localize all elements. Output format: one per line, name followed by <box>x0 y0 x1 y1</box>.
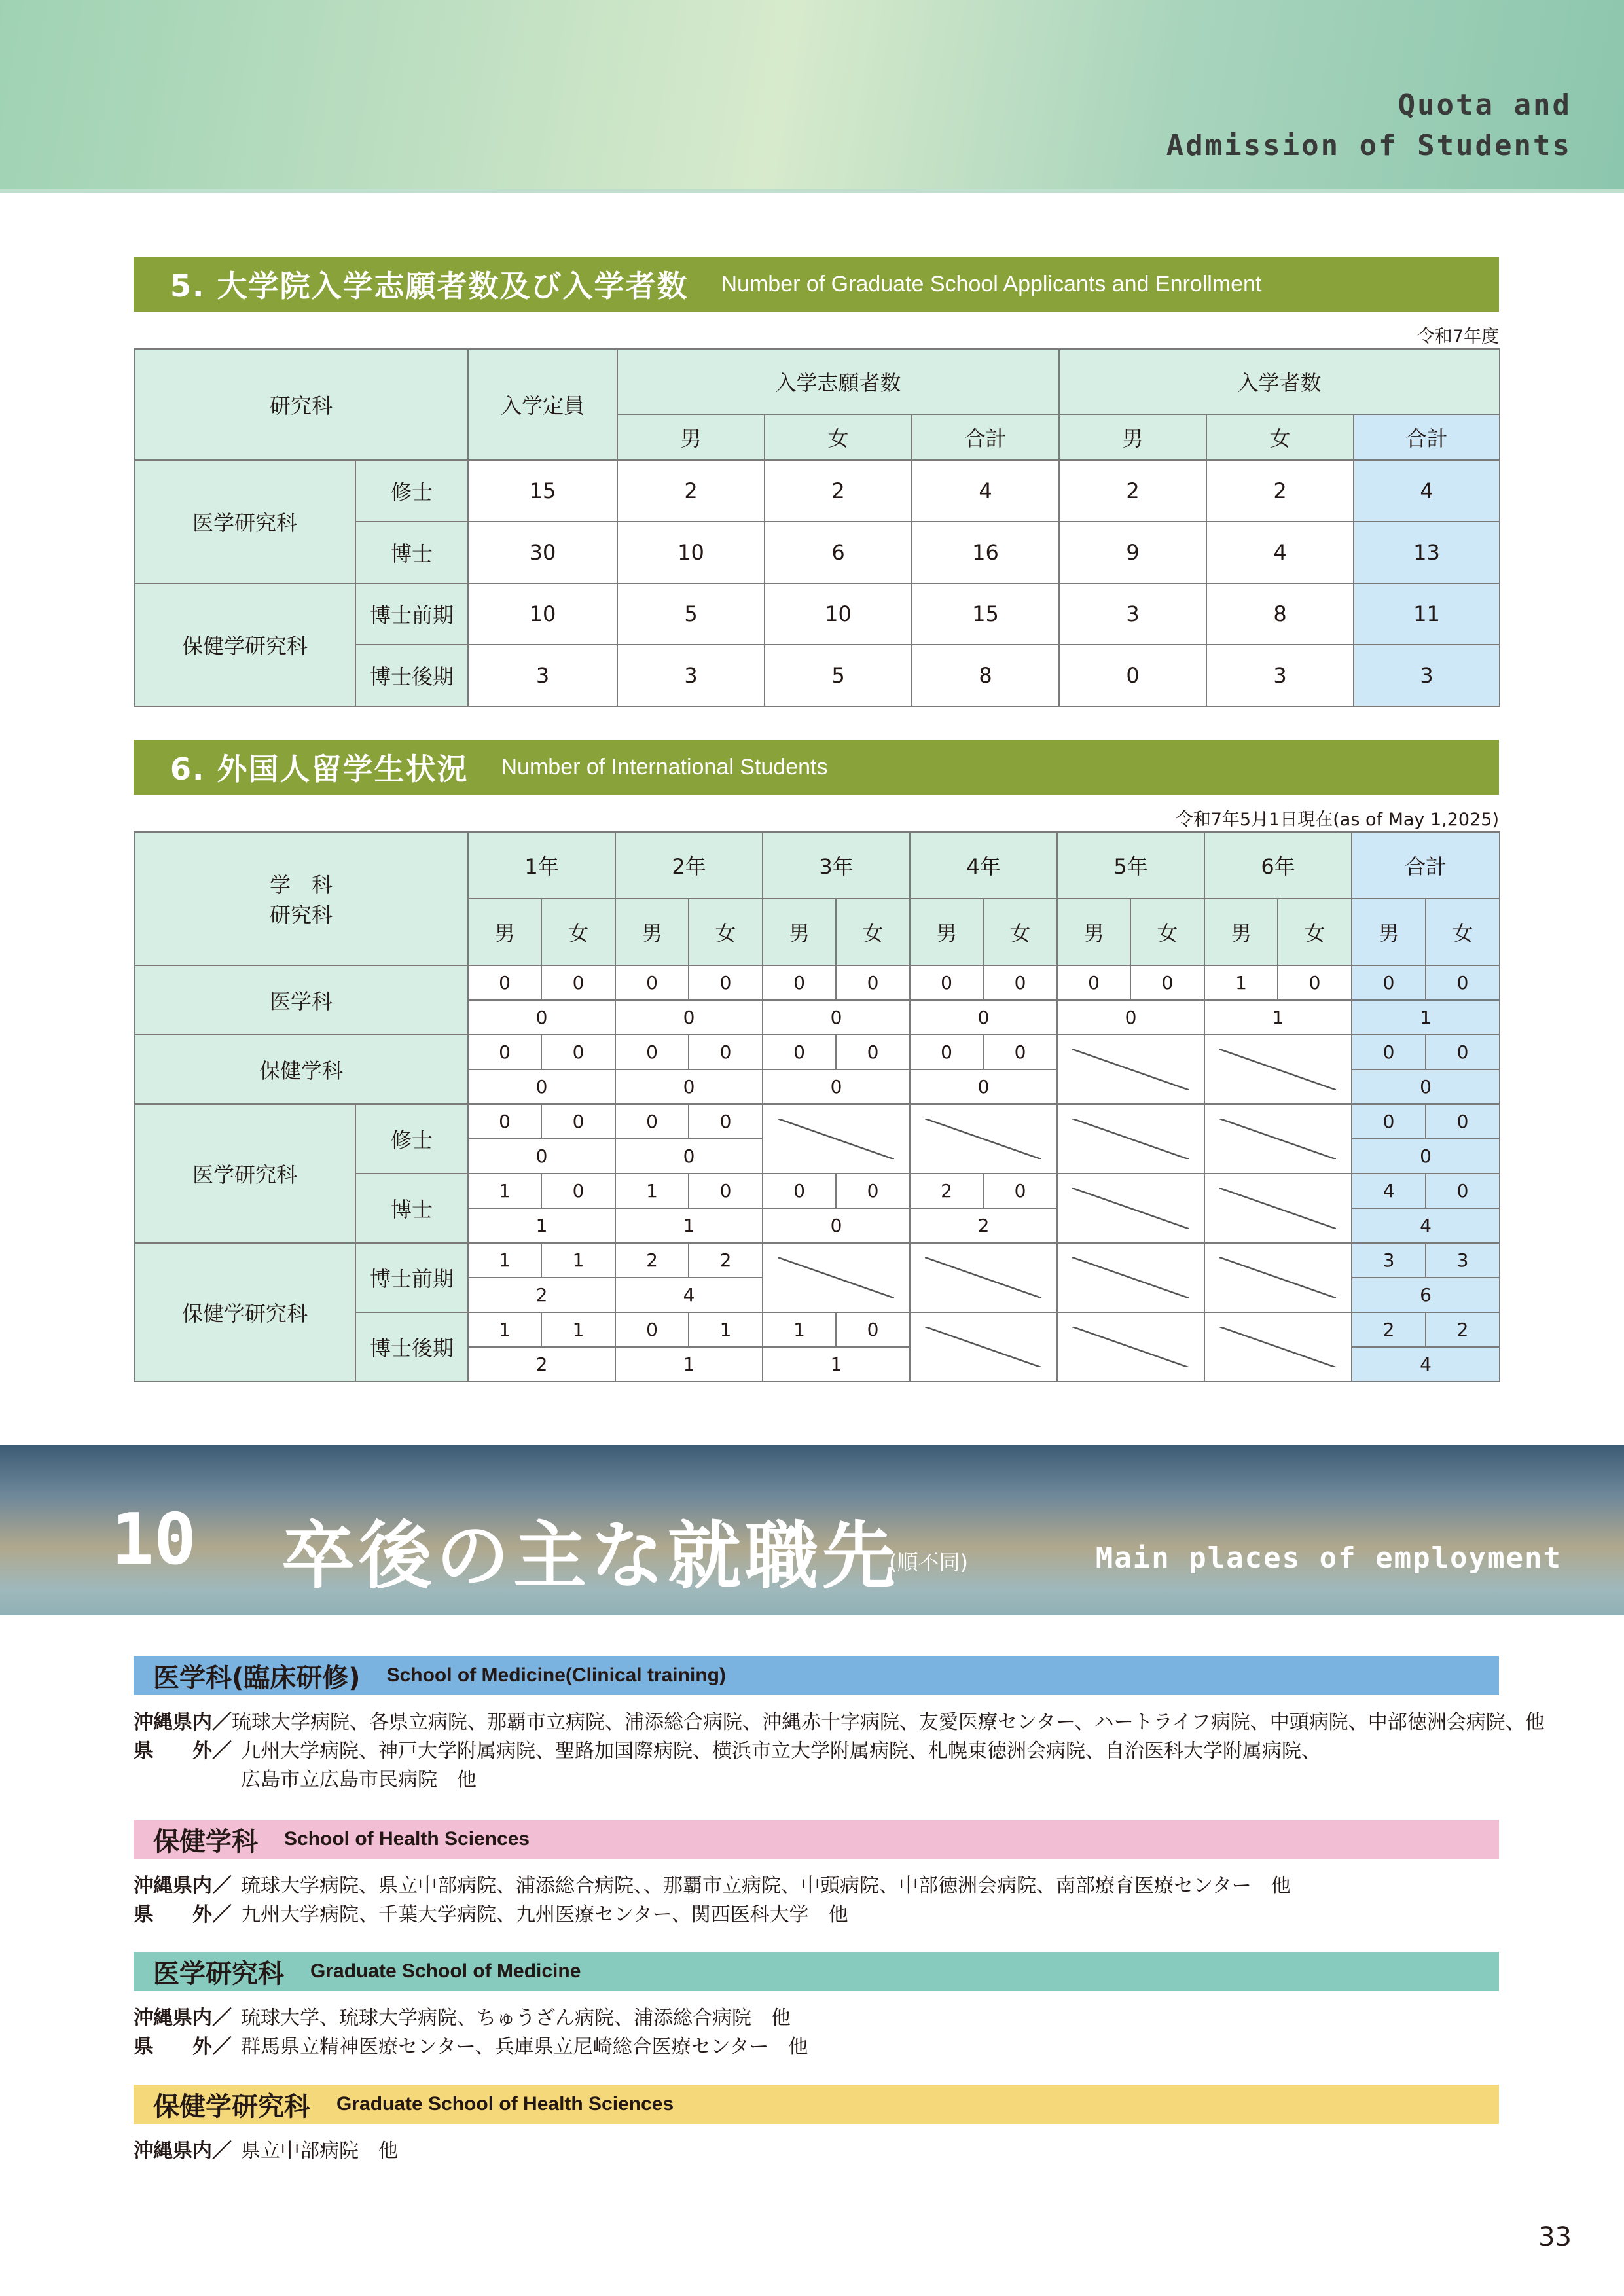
empty-cell <box>1204 1243 1352 1312</box>
cell-sum: 0 <box>468 1139 615 1174</box>
cell-total-female: 0 <box>1426 965 1500 1000</box>
header-female: 女 <box>836 899 910 965</box>
cell-app-female: 10 <box>765 583 912 645</box>
header-year-1: 1年 <box>468 832 615 899</box>
category-graduate-medicine <box>134 1952 1499 1991</box>
category-title-en: School of Health Sciences <box>284 1828 530 1850</box>
section5-note: 令和7年度 <box>1416 327 1499 347</box>
list-item <box>134 1901 1508 1929</box>
header-female: 女 <box>689 899 763 965</box>
header-dept <box>134 832 468 965</box>
empty-cell <box>1204 1312 1352 1382</box>
cell-app-male: 10 <box>617 522 765 583</box>
page-number: 33 <box>1538 2222 1572 2252</box>
cell-app-male: 5 <box>617 583 765 645</box>
region-label: 県 外／ <box>134 2036 232 2058</box>
cell-total-female: 2 <box>1426 1312 1500 1347</box>
region-label: 沖縄県内／ <box>134 2140 232 2162</box>
cell-quota: 10 <box>468 583 617 645</box>
cell-female: 0 <box>1278 965 1352 1000</box>
cell-male: 1 <box>468 1312 541 1347</box>
cell-male: 0 <box>468 965 541 1000</box>
cell-sum: 0 <box>615 1000 763 1035</box>
empty-cell <box>1057 1174 1204 1243</box>
cell-male: 0 <box>910 965 983 1000</box>
cell-quota: 30 <box>468 522 617 583</box>
cell-male: 0 <box>615 1104 689 1139</box>
cell-enr-female: 2 <box>1206 460 1354 522</box>
header-year-6: 6年 <box>1204 832 1352 899</box>
cell-app-total: 15 <box>912 583 1059 645</box>
header-male: 男 <box>1204 899 1278 965</box>
cell-total-sum: 4 <box>1352 1208 1500 1243</box>
employer-list: 九州大学病院、千葉大学病院、九州医療センター、関西医科大学 他 <box>241 1903 848 1926</box>
cell-sum: 0 <box>468 1000 615 1035</box>
cell-male: 0 <box>468 1035 541 1069</box>
section6-note: 令和7年5月1日現在(as of May 1,2025) <box>1175 810 1499 830</box>
applicants-table <box>134 348 1500 707</box>
header-year-3: 3年 <box>763 832 910 899</box>
header-quota: 入学定員 <box>468 349 617 460</box>
cell-sum: 1 <box>1204 1000 1352 1035</box>
cell-total-male: 3 <box>1352 1243 1426 1278</box>
cell-sum: 4 <box>615 1278 763 1312</box>
table-row <box>134 460 1500 522</box>
cell-app-female: 5 <box>765 645 912 706</box>
employment-list <box>134 2137 1508 2166</box>
row-group: 保健学研究科 <box>134 1243 355 1382</box>
row-course: 博士 <box>355 1174 468 1243</box>
cell-total-sum: 1 <box>1352 1000 1500 1035</box>
cell-app-female: 6 <box>765 522 912 583</box>
list-item <box>134 2137 1508 2166</box>
cell-female: 0 <box>836 1312 910 1347</box>
empty-cell <box>1204 1035 1352 1104</box>
cell-sum: 0 <box>615 1139 763 1174</box>
empty-cell <box>763 1104 910 1174</box>
row-course: 博士後期 <box>355 645 468 706</box>
employment-list <box>134 1708 1545 1795</box>
cell-enr-female: 4 <box>1206 522 1354 583</box>
section6-header <box>134 740 1499 795</box>
header-male: 男 <box>910 899 983 965</box>
list-item <box>134 1872 1508 1901</box>
header-app-female: 女 <box>765 414 912 460</box>
employment-title: 卒後の主な就職先 <box>281 1514 899 1599</box>
header-enr-male: 男 <box>1059 414 1206 460</box>
cell-male: 0 <box>1057 965 1130 1000</box>
row-group: 保健学研究科 <box>134 583 355 706</box>
cell-male: 0 <box>910 1035 983 1069</box>
header-total: 合計 <box>1352 832 1500 899</box>
category-title-jp: 医学研究科 <box>153 1958 284 1989</box>
cell-sum: 0 <box>763 1208 910 1243</box>
category-title-en: School of Medicine(Clinical training) <box>386 1664 726 1686</box>
row-course: 修士 <box>355 460 468 522</box>
region-label: 沖縄県内／ <box>134 2007 232 2030</box>
employment-title-en: Main places of employment <box>1095 1541 1562 1575</box>
cell-female: 1 <box>541 1312 615 1347</box>
cell-sum: 1 <box>615 1347 763 1382</box>
chapter-number: 10 <box>111 1499 197 1581</box>
cell-sum: 1 <box>763 1347 910 1382</box>
employer-list: 県立中部病院 他 <box>241 2140 398 2162</box>
header-female: 女 <box>1426 899 1500 965</box>
cell-sum: 0 <box>1057 1000 1204 1035</box>
section5-title-jp: 5. 大学院入学志願者数及び入学者数 <box>170 268 689 304</box>
cell-total-female: 3 <box>1426 1243 1500 1278</box>
employer-list: 広島市立広島市民病院 他 <box>241 1768 477 1791</box>
cell-female: 0 <box>983 1035 1057 1069</box>
cell-female: 2 <box>689 1243 763 1278</box>
list-item <box>134 2004 1508 2033</box>
header-female: 女 <box>1278 899 1352 965</box>
cell-total-male: 4 <box>1352 1174 1426 1208</box>
section5-title-en: Number of Graduate School Applicants and Enrollment <box>721 271 1262 296</box>
employment-list <box>134 2004 1508 2062</box>
cell-sum: 0 <box>763 1000 910 1035</box>
row-course: 博士 <box>355 522 468 583</box>
cell-female: 0 <box>689 965 763 1000</box>
cell-enr-male: 3 <box>1059 583 1206 645</box>
list-item <box>134 1737 1508 1766</box>
cell-female: 1 <box>689 1312 763 1347</box>
cell-enr-male: 9 <box>1059 522 1206 583</box>
cell-enr-male: 2 <box>1059 460 1206 522</box>
category-title-en: Graduate School of Health Sciences <box>336 2093 674 2115</box>
section-title-line2: Admission of Students <box>1166 129 1572 162</box>
cell-enr-total: 3 <box>1354 645 1500 706</box>
region-label: 沖縄県内／ <box>134 1874 232 1897</box>
employer-list: 群馬県立精神医療センター、兵庫県立尼崎総合医療センター 他 <box>241 2036 808 2058</box>
cell-quota: 3 <box>468 645 617 706</box>
header-enrolled: 入学者数 <box>1059 349 1500 414</box>
employer-list: 琉球大学、琉球大学病院、ちゅうざん病院、浦添総合病院 他 <box>241 2007 791 2030</box>
employment-subtitle: (順不同) <box>889 1550 968 1575</box>
cell-male: 0 <box>763 965 836 1000</box>
header-year-5: 5年 <box>1057 832 1204 899</box>
cell-enr-total: 11 <box>1354 583 1500 645</box>
section-title-line1: Quota and <box>1398 88 1572 122</box>
cell-sum: 0 <box>910 1069 1057 1104</box>
section6-title-en: Number of International Students <box>501 754 828 780</box>
empty-cell <box>1057 1243 1204 1312</box>
cell-male: 1 <box>763 1312 836 1347</box>
header-enr-female: 女 <box>1206 414 1354 460</box>
list-item <box>134 1708 1545 1737</box>
category-graduate-health-sciences <box>134 2085 1499 2124</box>
cell-sum: 0 <box>763 1069 910 1104</box>
cell-app-total: 16 <box>912 522 1059 583</box>
cell-female: 1 <box>541 1243 615 1278</box>
cell-total-male: 0 <box>1352 1104 1426 1139</box>
header-year-2: 2年 <box>615 832 763 899</box>
cell-male: 1 <box>468 1243 541 1278</box>
header-dept-line2: 研究科 <box>270 903 333 927</box>
category-title-jp: 保健学研究科 <box>153 2091 310 2122</box>
row-label: 保健学科 <box>134 1035 468 1104</box>
cell-male: 1 <box>1204 965 1278 1000</box>
empty-cell <box>910 1312 1057 1382</box>
cell-male: 0 <box>763 1174 836 1208</box>
cell-total-female: 0 <box>1426 1104 1500 1139</box>
cell-female: 0 <box>983 965 1057 1000</box>
header-female: 女 <box>1130 899 1204 965</box>
cell-female: 0 <box>689 1174 763 1208</box>
cell-total-female: 0 <box>1426 1174 1500 1208</box>
cell-app-male: 2 <box>617 460 765 522</box>
cell-enr-male: 0 <box>1059 645 1206 706</box>
cell-sum: 2 <box>468 1347 615 1382</box>
cell-female: 0 <box>1130 965 1204 1000</box>
header-male: 男 <box>763 899 836 965</box>
header-male: 男 <box>1057 899 1130 965</box>
empty-cell <box>1204 1174 1352 1243</box>
category-health-sciences <box>134 1820 1499 1859</box>
cell-total-male: 0 <box>1352 1035 1426 1069</box>
table-row <box>134 1035 1500 1069</box>
employment-list <box>134 1872 1508 1929</box>
cell-female: 0 <box>541 1174 615 1208</box>
empty-cell <box>1057 1312 1204 1382</box>
international-students-table <box>134 831 1500 1382</box>
header-dept-line1: 学 科 <box>270 872 333 897</box>
header-app-total: 合計 <box>912 414 1059 460</box>
category-medicine-clinical <box>134 1656 1499 1695</box>
cell-female: 0 <box>541 1104 615 1139</box>
cell-enr-female: 3 <box>1206 645 1354 706</box>
cell-enr-total: 13 <box>1354 522 1500 583</box>
cell-female: 0 <box>983 1174 1057 1208</box>
cell-total-sum: 0 <box>1352 1139 1500 1174</box>
cell-female: 0 <box>689 1035 763 1069</box>
header-male: 男 <box>468 899 541 965</box>
header-app-male: 男 <box>617 414 765 460</box>
cell-male: 0 <box>615 1312 689 1347</box>
cell-app-total: 8 <box>912 645 1059 706</box>
cell-enr-total: 4 <box>1354 460 1500 522</box>
employer-list: 琉球大学病院、県立中部病院、浦添総合病院、、那覇市立病院、中頭病院、中部徳洲会病院、南部療育医療センター 他 <box>241 1874 1291 1897</box>
cell-total-male: 2 <box>1352 1312 1426 1347</box>
empty-cell <box>763 1243 910 1312</box>
cell-male: 0 <box>763 1035 836 1069</box>
list-item <box>134 2033 1508 2062</box>
cell-sum: 2 <box>910 1208 1057 1243</box>
section5-header <box>134 257 1499 312</box>
cell-total-female: 0 <box>1426 1035 1500 1069</box>
cell-sum: 1 <box>468 1208 615 1243</box>
table-row <box>134 1104 1500 1139</box>
empty-cell <box>910 1104 1057 1174</box>
cell-sum: 0 <box>468 1069 615 1104</box>
cell-female: 0 <box>541 965 615 1000</box>
header-applicants: 入学志願者数 <box>617 349 1059 414</box>
empty-cell <box>910 1243 1057 1312</box>
row-label: 医学科 <box>134 965 468 1035</box>
table-row <box>134 583 1500 645</box>
header-male: 男 <box>615 899 689 965</box>
header-male: 男 <box>1352 899 1426 965</box>
cell-male: 2 <box>615 1243 689 1278</box>
cell-male: 1 <box>468 1174 541 1208</box>
row-course: 博士後期 <box>355 1312 468 1382</box>
header-female: 女 <box>983 899 1057 965</box>
section-title <box>1166 85 1572 166</box>
cell-total-sum: 6 <box>1352 1278 1500 1312</box>
cell-total-male: 0 <box>1352 965 1426 1000</box>
row-course: 修士 <box>355 1104 468 1174</box>
cell-quota: 15 <box>468 460 617 522</box>
header-female: 女 <box>541 899 615 965</box>
table-row <box>134 965 1500 1000</box>
cell-sum: 1 <box>615 1208 763 1243</box>
cell-female: 0 <box>689 1104 763 1139</box>
cell-app-male: 3 <box>617 645 765 706</box>
cell-sum: 2 <box>468 1278 615 1312</box>
employer-list: 琉球大学病院、各県立病院、那覇市立病院、浦添総合病院、沖縄赤十字病院、友愛医療センター、ハートライフ病院、中頭病院、中部徳洲会病院、他 <box>232 1711 1545 1734</box>
cell-male: 2 <box>910 1174 983 1208</box>
category-title-jp: 保健学科 <box>153 1826 258 1857</box>
cell-female: 0 <box>541 1035 615 1069</box>
section6-title-jp: 6. 外国人留学生状況 <box>170 751 469 787</box>
cell-female: 0 <box>836 1174 910 1208</box>
cell-sum: 0 <box>615 1069 763 1104</box>
cell-female: 0 <box>836 1035 910 1069</box>
category-title-jp: 医学科(臨床研修) <box>153 1662 361 1693</box>
header-year-4: 4年 <box>910 832 1057 899</box>
cell-total-sum: 0 <box>1352 1069 1500 1104</box>
cell-enr-female: 8 <box>1206 583 1354 645</box>
row-course: 博士前期 <box>355 1243 468 1312</box>
cell-male: 0 <box>615 965 689 1000</box>
region-label: 県 外／ <box>134 1903 232 1926</box>
region-label: 県 外／ <box>134 1740 232 1763</box>
empty-cell <box>1057 1104 1204 1174</box>
cell-female: 0 <box>836 965 910 1000</box>
row-group: 医学研究科 <box>134 460 355 583</box>
empty-cell <box>1057 1035 1204 1104</box>
row-course: 博士前期 <box>355 583 468 645</box>
cell-app-female: 2 <box>765 460 912 522</box>
header-enr-total: 合計 <box>1354 414 1500 460</box>
empty-cell <box>1204 1104 1352 1174</box>
list-item <box>134 1766 1508 1795</box>
table-row <box>134 1243 1500 1278</box>
row-group: 医学研究科 <box>134 1104 355 1243</box>
region-label: 沖縄県内／ <box>134 1711 232 1734</box>
employer-list: 九州大学病院、神戸大学附属病院、聖路加国際病院、横浜市立大学附属病院、札幌東徳洲会病院、自治医科大学附属病院、 <box>241 1740 1321 1763</box>
cell-male: 0 <box>615 1035 689 1069</box>
cell-sum: 0 <box>910 1000 1057 1035</box>
cell-total-sum: 4 <box>1352 1347 1500 1382</box>
cell-male: 0 <box>468 1104 541 1139</box>
category-title-en: Graduate School of Medicine <box>310 1960 581 1982</box>
cell-male: 1 <box>615 1174 689 1208</box>
cell-app-total: 4 <box>912 460 1059 522</box>
header-dept: 研究科 <box>134 349 468 460</box>
